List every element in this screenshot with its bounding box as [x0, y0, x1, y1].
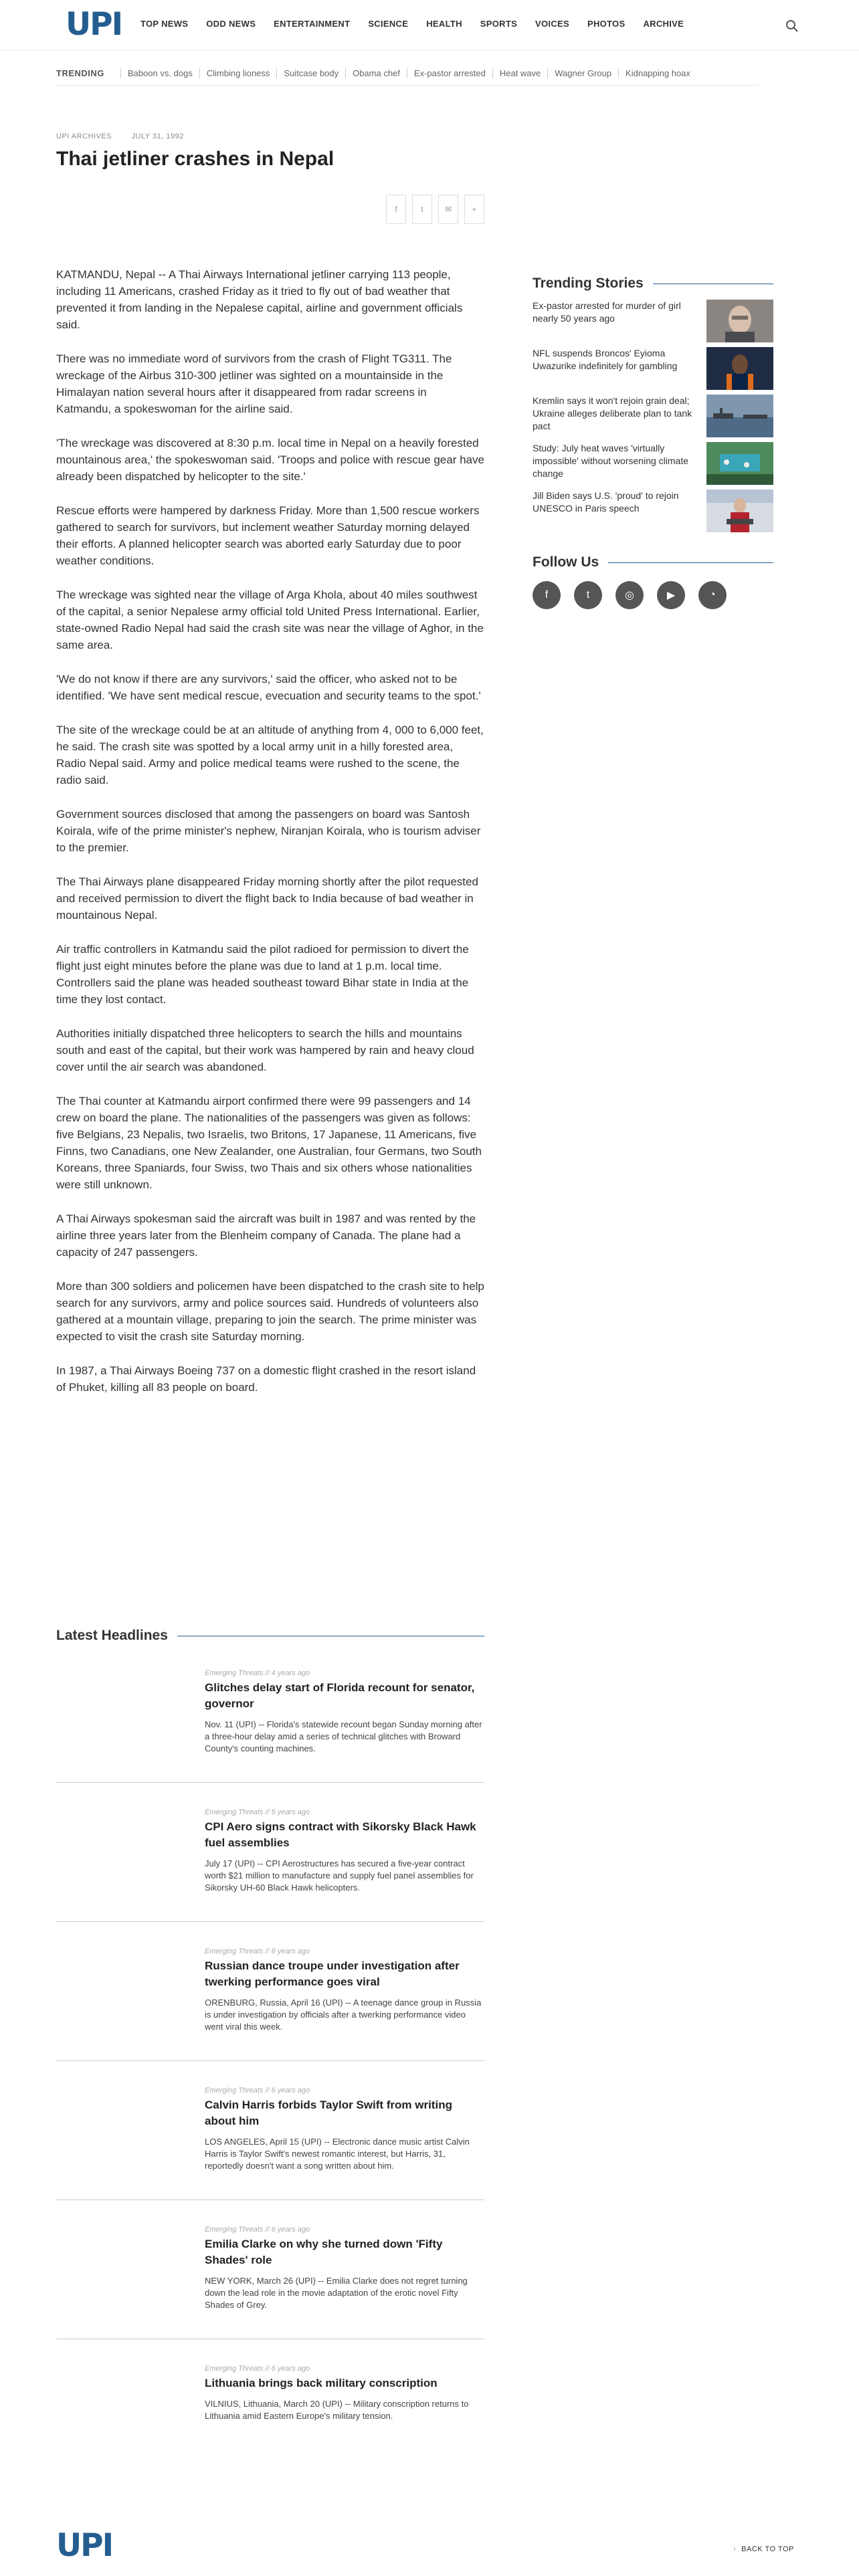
headline-title[interactable]: Emilia Clarke on why she turned down 'Fifty Shades' role	[205, 2238, 443, 2266]
social-links	[533, 581, 773, 609]
article-paragraph: More than 300 soldiers and policemen have been dispatched to the crash site to help search for any survivors, army and police sources said. Hundreds of volunteers also gathered at a mountain village, preparing to join the search. The prime minister was expected to visit the crash site Saturday morning.	[56, 1280, 484, 1343]
trending-story[interactable]	[533, 442, 773, 490]
article-date: JULY 31, 1992	[131, 132, 184, 140]
trending-stories-heading	[533, 276, 773, 292]
article-paragraph: KATMANDU, Nepal -- A Thai Airways International jetliner carrying 113 people, including 11 Americans, crashed Friday as it tried to fly out of bad weather that prevented it from landing in the Nepalese capital, airline and government officials said.	[56, 268, 463, 331]
site-header	[0, 0, 859, 50]
sidebar	[533, 276, 773, 609]
headline-item[interactable]	[56, 2339, 484, 2478]
trending-story[interactable]	[533, 300, 773, 347]
trending-bar	[56, 62, 759, 86]
headline-title[interactable]: CPI Aero signs contract with Sikorsky Black Hawk fuel assemblies	[205, 1820, 476, 1849]
story-thumbnail[interactable]	[706, 395, 773, 437]
headline-category: Emerging Threats // 6 years ago	[205, 2086, 310, 2095]
headline-summary: July 17 (UPI) -- CPI Aerostructures has secured a five-year contract worth $21 million to manufacture and supply fuel panel assemblies for Sikorsky UH-60 Black Hawk helicopters.	[205, 1858, 474, 1893]
trending-item[interactable]: Wagner Group	[547, 68, 618, 78]
main-nav	[140, 19, 702, 29]
article-paragraph: 'The wreckage was discovered at 8:30 p.m. local time in Nepal on a heavily forested mountainous area,' the spokeswoman said. 'Troops and police with rescue gear have already been dispatched by helicopter to the site.'	[56, 437, 484, 483]
nav-voices[interactable]: VOICES	[535, 19, 569, 29]
trending-story[interactable]	[533, 395, 773, 442]
headline-title[interactable]: Calvin Harris forbids Taylor Swift from writing about him	[205, 2099, 452, 2127]
follow-us-title: Follow Us	[533, 554, 599, 570]
headline-summary: LOS ANGELES, April 15 (UPI) -- Electronic dance music artist Calvin Harris is Taylor Swift's newest romantic interest, but Harris, 31, reportedly doesn't want a song written about him.	[205, 2137, 470, 2171]
story-title[interactable]: Kremlin says it won't rejoin grain deal; Ukraine alleges deliberate plan to tank pact	[533, 395, 692, 431]
story-thumbnail[interactable]	[706, 300, 773, 342]
article-paragraph: The site of the wreckage could be at an altitude of anything from 4, 000 to 6,000 feet, he said. The crash site was spotted by a local army unit in a hilly forested area, Radio Nepal said. Army and police medical teams were rushed to the scene, the radio said.	[56, 724, 484, 786]
story-thumbnail[interactable]	[706, 442, 773, 485]
headline-item[interactable]	[56, 2061, 484, 2200]
article-section[interactable]: UPI ARCHIVES	[56, 132, 112, 140]
article-paragraph: Air traffic controllers in Katmandu said the pilot radioed for permission to divert the flight just eight minutes before the plane was due to land at 1 p.m. local time. Controllers said the plane was headed southeast toward Bihar state in India at the time they lost contact.	[56, 943, 469, 1006]
headline-summary: Nov. 11 (UPI) -- Florida's statewide recount began Sunday morning after a three-hour delay amid a series of technical glitches with Broward County's counting machines.	[205, 1719, 482, 1753]
twitter-icon[interactable]: t	[574, 581, 602, 609]
share-buttons	[380, 195, 484, 224]
trending-item[interactable]: Suitcase body	[276, 68, 345, 78]
facebook-share-icon[interactable]: f	[386, 195, 406, 224]
back-to-top-label: BACK TO TOP	[741, 2545, 794, 2553]
headline-item[interactable]	[56, 1783, 484, 1922]
headline-summary: ORENBURG, Russia, April 16 (UPI) -- A teenage dance group in Russia is under investigation by officials after a twerking performance video went viral this week.	[205, 1998, 482, 2032]
headline-item[interactable]	[56, 1644, 484, 1783]
nav-archive[interactable]: ARCHIVE	[643, 19, 684, 29]
article-paragraph: In 1987, a Thai Airways Boeing 737 on a domestic flight crashed in the resort island of Phuket, killing all 83 people on board.	[56, 1364, 476, 1394]
trending-item[interactable]: Heat wave	[492, 68, 547, 78]
search-icon[interactable]	[785, 19, 799, 33]
article-paragraph: Rescue efforts were hampered by darkness Friday. More than 1,500 rescue workers gathered to search for survivors, but inclement weather Saturday morning delayed their efforts. A planned helicopter search was aborted early Saturday due to poor weather conditions.	[56, 504, 480, 567]
trending-item[interactable]: Obama chef	[345, 68, 407, 78]
headline-item[interactable]	[56, 2200, 484, 2339]
nav-science[interactable]: SCIENCE	[368, 19, 409, 29]
trending-stories-title: Trending Stories	[533, 276, 644, 291]
trending-story[interactable]	[533, 490, 773, 537]
headline-summary: VILNIUS, Lithuania, March 20 (UPI) -- Military conscription returns to Lithuania amid Eastern Europe's military tension.	[205, 2399, 469, 2421]
trending-item[interactable]: Climbing lioness	[199, 68, 277, 78]
latest-headlines-heading	[56, 1628, 484, 1644]
story-title[interactable]: Ex-pastor arrested for murder of girl nearly 50 years ago	[533, 300, 681, 324]
back-to-top-link[interactable]	[733, 2545, 794, 2553]
latest-headlines-title: Latest Headlines	[56, 1628, 168, 1643]
nav-odd-news[interactable]: ODD NEWS	[206, 19, 256, 29]
article-paragraph: Government sources disclosed that among the passengers on board was Santosh Koirala, wife of the prime minister's nephew, Niranjan Koirala, who is tourism adviser to the premier.	[56, 808, 481, 854]
story-thumbnail[interactable]	[706, 490, 773, 532]
trending-item[interactable]: Ex-pastor arrested	[407, 68, 492, 78]
article-paragraph: The Thai counter at Katmandu airport confirmed there were 99 passengers and 14 crew on board the plane. The nationalities of the passengers was given as follows: five Belgians, 23 Nepalis, two Israelis, two Britons, 17 Japanese, 11 Americans, five Finns, two Canadians, one New Zealander, one Australian, four Germans, two South Koreans, three Spaniards, four Swiss, two Thais and six others whose nationalities were still unknown.	[56, 1095, 482, 1191]
headline-item[interactable]	[56, 1922, 484, 2061]
article-paragraph: Authorities initially dispatched three helicopters to search the hills and mountains south and east of the capital, but their work was hampered by rain and heavy cloud cover until the air search was abandoned.	[56, 1027, 474, 1073]
latest-headlines	[56, 1628, 484, 2478]
headline-title[interactable]: Russian dance troupe under investigation after twerking performance goes viral	[205, 1959, 460, 1988]
upi-logo[interactable]: UPI	[66, 6, 122, 43]
instagram-icon[interactable]: ◎	[615, 581, 644, 609]
nav-entertainment[interactable]: ENTERTAINMENT	[274, 19, 351, 29]
headline-category: Emerging Threats // 5 years ago	[205, 1808, 310, 1816]
article-meta	[56, 132, 201, 140]
headline-category: Emerging Threats // 4 years ago	[205, 1669, 310, 1677]
article-paragraph: The Thai Airways plane disappeared Friday morning shortly after the pilot requested and received permission to divert the flight back to India because of bad weather in mountainous Nepal.	[56, 875, 478, 922]
article-body	[56, 266, 484, 1413]
headline-title[interactable]: Lithuania brings back military conscription	[205, 2377, 438, 2389]
nav-health[interactable]: HEALTH	[426, 19, 462, 29]
article-paragraph: There was no immediate word of survivors from the crash of Flight TG311. The wreckage of the Airbus 310-300 jetliner was sighted on a mountainside in the Himalayan nation several hours after it disappeared from radar screens in Katmandu, a spokeswoman for the airline said.	[56, 352, 452, 415]
more-share-icon[interactable]: +	[464, 195, 484, 224]
headline-category: Emerging Threats // 6 years ago	[205, 2365, 310, 2373]
story-title[interactable]: NFL suspends Broncos' Eyioma Uwazurike indefinitely for gambling	[533, 348, 678, 371]
story-title[interactable]: Study: July heat waves 'virtually impossible' without worsening climate change	[533, 443, 688, 479]
footer-upi-logo[interactable]: UPI	[56, 2527, 113, 2564]
headline-summary: NEW YORK, March 26 (UPI) -- Emilia Clarke does not regret turning down the lead role in the movie adaptation of the erotic novel Fifty Shades of Grey.	[205, 2276, 468, 2310]
headline-title[interactable]: Glitches delay start of Florida recount for senator, governor	[205, 1681, 475, 1710]
twitter-share-icon[interactable]: t	[412, 195, 432, 224]
trending-story[interactable]	[533, 347, 773, 395]
email-share-icon[interactable]: ✉	[438, 195, 458, 224]
trending-item[interactable]: Baboon vs. dogs	[120, 68, 199, 78]
rss-icon[interactable]: ◔	[698, 581, 727, 609]
nav-photos[interactable]: PHOTOS	[587, 19, 626, 29]
facebook-icon[interactable]: f	[533, 581, 561, 609]
article-paragraph: A Thai Airways spokesman said the aircraft was built in 1987 and was rented by the airline three years later from the Blenheim company of Canada. The plane had a capacity of 247 passengers.	[56, 1212, 476, 1259]
nav-sports[interactable]: SPORTS	[480, 19, 518, 29]
trending-label: TRENDING	[56, 68, 104, 78]
story-thumbnail[interactable]	[706, 347, 773, 390]
youtube-icon[interactable]: ▶	[657, 581, 685, 609]
article-paragraph: The wreckage was sighted near the village of Arga Khola, about 40 miles southwest of the capital, a senior Nepalese army official told United Press International. Earlier, state-owned Radio Nepal had said the crash site was near the village of Aghor, in the same area.	[56, 588, 484, 651]
heading-rule	[608, 562, 773, 563]
article-headline: Thai jetliner crashes in Nepal	[56, 148, 335, 170]
story-title[interactable]: Jill Biden says U.S. 'proud' to rejoin UNESCO in Paris speech	[533, 490, 679, 514]
nav-top-news[interactable]: TOP NEWS	[140, 19, 189, 29]
chevron-up-icon: ›	[733, 2545, 737, 2553]
headline-category: Emerging Threats // 6 years ago	[205, 1947, 310, 1955]
headline-category: Emerging Threats // 6 years ago	[205, 2226, 310, 2234]
trending-item[interactable]: Kidnapping hoax	[618, 68, 697, 78]
article-paragraph: 'We do not know if there are any survivors,' said the officer, who asked not to be identified. 'We have sent medical rescue, evecuation and security teams to the spot.'	[56, 673, 481, 702]
follow-us-heading	[533, 554, 773, 570]
